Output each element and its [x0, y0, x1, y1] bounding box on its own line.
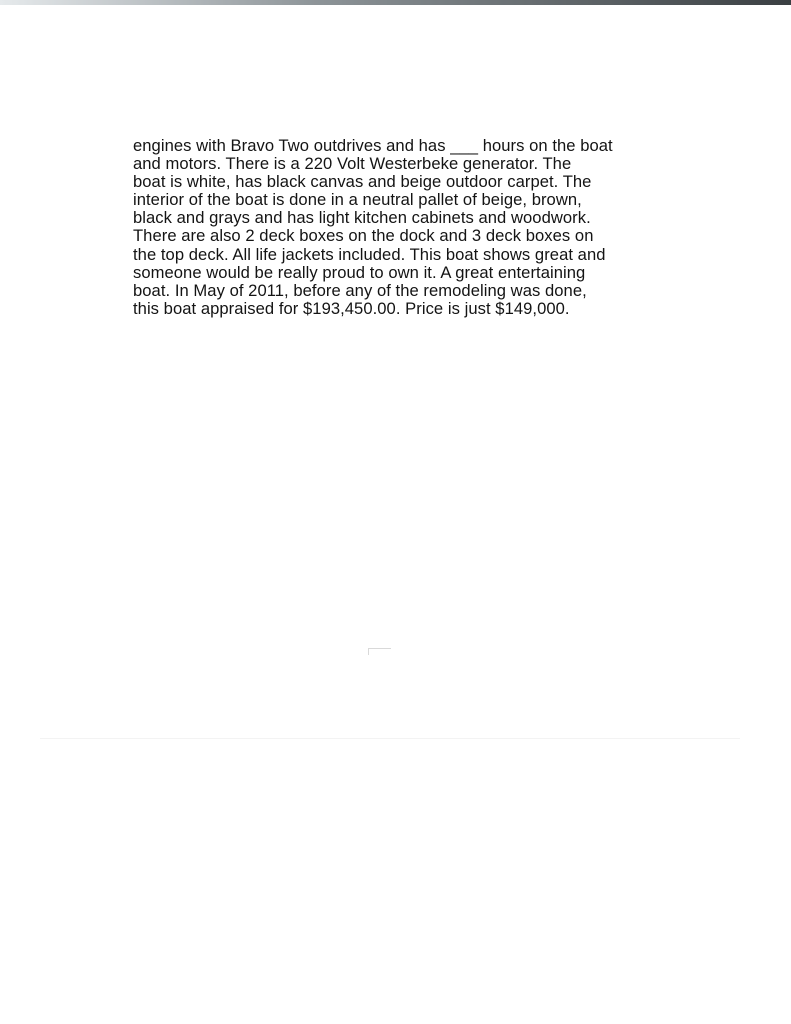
paragraph-line: and motors. There is a 220 Volt Westerbeke generator. The [133, 154, 572, 174]
faint-scan-mark [368, 648, 391, 655]
paragraph-line: boat is white, has black canvas and beige outdoor carpet. The [133, 172, 592, 192]
paragraph-line: There are also 2 deck boxes on the dock and 3 deck boxes on [133, 226, 594, 246]
scan-top-edge [0, 0, 791, 5]
paragraph-line: someone would be really proud to own it. A great entertaining [133, 262, 586, 282]
paragraph-line: this boat appraised for $193,450.00. Price is just $149,000. [133, 298, 570, 318]
paragraph-line: the top deck. All life jackets included. This boat shows great and [133, 244, 606, 264]
paragraph-line: engines with Bravo Two outdrives and has ___ hours on the boat [133, 136, 613, 155]
boat-description-paragraph [133, 137, 733, 318]
paragraph-line: interior of the boat is done in a neutral pallet of beige, brown, [133, 190, 582, 210]
faint-scan-line [40, 738, 740, 739]
paragraph-line: black and grays and has light kitchen cabinets and woodwork. [133, 208, 591, 228]
paragraph-line: boat. In May of 2011, before any of the remodeling was done, [133, 280, 587, 300]
